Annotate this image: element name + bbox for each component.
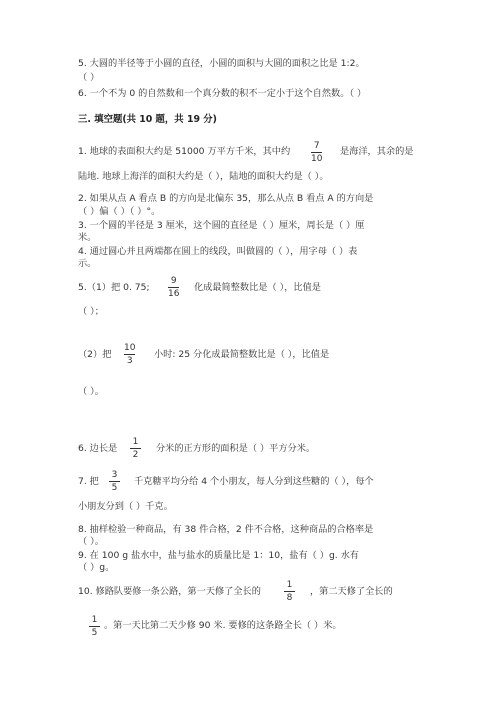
f8-line1: 8. 抽样检验一种商品，有 38 件合格，2 件不合格，这种商品的合格率是 <box>78 524 374 535</box>
f7-frac-num: 3 <box>111 470 118 480</box>
f4-line1: 4. 通过圆心并且两端都在圆上的线段，叫做圆的（ ），用字母（ ）表 <box>78 246 358 257</box>
f8-line2: （ ）。 <box>78 536 104 547</box>
f5-part2-pre: （2）把 <box>78 349 112 360</box>
f5-post: 化成最简整数比是（ ），比值是 <box>194 282 321 293</box>
fraction-bar <box>168 287 179 288</box>
f10-post: ，第二天修了全长的 <box>310 586 393 597</box>
f5-part2-post: 小时: 25 分化成最简整数比是（ ），比值是 <box>154 349 330 360</box>
f5-fraction2 <box>124 343 135 366</box>
f6-fraction <box>130 437 141 460</box>
f5-line2: （ ）； <box>78 306 104 317</box>
f1-pre: 1. 地球的表面积大约是 51000 万平方千米，其中约 <box>78 146 291 157</box>
q5-line1: 5. 大圆的半径等于小圆的直径，小圆的面积与大圆的面积之比是 1:2。 <box>78 58 365 69</box>
fraction-bar <box>311 152 322 153</box>
f6-pre: 6. 边长是 <box>78 443 118 454</box>
f3-line2: 米。 <box>78 232 97 243</box>
f7-line2: 小朋友分到（ ）千克。 <box>78 501 173 512</box>
f7-pre: 7. 把 <box>78 476 99 487</box>
f10-frac-num: 1 <box>286 580 293 590</box>
f1-post: 是海洋，其余的是 <box>340 146 414 157</box>
f6-post: 分米的正方形的面积是（ ）平方分米。 <box>156 443 316 454</box>
f5-frac-den: 16 <box>168 289 180 299</box>
f5-frac-num: 9 <box>170 276 177 286</box>
f9-line1: 9. 在 100 g 盐水中，盐与盐水的质量比是 1：10，盐有（ ）g. 水有 <box>78 550 359 561</box>
f1-frac-num: 7 <box>313 141 320 151</box>
f5-frac2-den: 3 <box>126 356 133 366</box>
f7-fraction <box>109 470 120 493</box>
f10-line2: 。第一天比第二天少修 90 米. 要修的这条路全长（ ）米。 <box>104 620 342 631</box>
f1-fraction <box>311 141 322 164</box>
f1-frac-den: 10 <box>311 154 323 164</box>
f10-frac-den: 8 <box>286 593 293 603</box>
f3-line1: 3. 一个圆的半径是 3 厘米，这个圆的直径是（ ）厘米，周长是（ ）厘 <box>78 220 365 231</box>
fraction-bar <box>124 354 135 355</box>
f10-fraction <box>284 580 295 603</box>
section-title: 三. 填空题(共 10 题，共 19 分) <box>78 114 217 125</box>
q5-answer-blank[interactable]: （ ） <box>78 72 100 83</box>
fraction-bar <box>109 481 120 482</box>
f10-fraction2 <box>89 615 100 638</box>
f6-frac-num: 1 <box>132 437 139 447</box>
f4-line2: 示。 <box>78 258 97 269</box>
f5-fraction <box>168 276 179 299</box>
f9-line2: （ ）g。 <box>78 562 115 573</box>
f1-line2: 陆地. 地球上海洋的面积大约是（ ），陆地的面积大约是（ ）。 <box>78 171 329 182</box>
f5-frac2-num: 10 <box>124 343 136 353</box>
f10-pre: 10. 修路队要修一条公路，第一天修了全长的 <box>78 586 261 597</box>
f7-frac-den: 5 <box>111 483 118 493</box>
f10-frac2-den: 5 <box>91 628 98 638</box>
fraction-bar <box>89 626 100 627</box>
f6-frac-den: 2 <box>132 450 139 460</box>
fraction-bar <box>130 448 141 449</box>
f10-frac2-num: 1 <box>91 615 98 625</box>
f2-line2: （ ）偏（ ）（ ）°。 <box>78 206 161 217</box>
f5-pre: 5.（1）把 0. 75; <box>78 282 150 293</box>
f2-line1: 2. 如果从点 A 看点 B 的方向是北偏东 35，那么从点 B 看点 A 的方向是 <box>78 193 374 204</box>
f5-part2-line2: （ ）。 <box>78 386 104 397</box>
f7-post: 千克糖平均分给 4 个小朋友，每人分到这些糖的（ ），每个 <box>134 476 374 487</box>
q6-line1: 6. 一个不为 0 的自然数和一个真分数的积不一定小于这个自然数。（ ） <box>78 88 367 99</box>
fraction-bar <box>284 591 295 592</box>
